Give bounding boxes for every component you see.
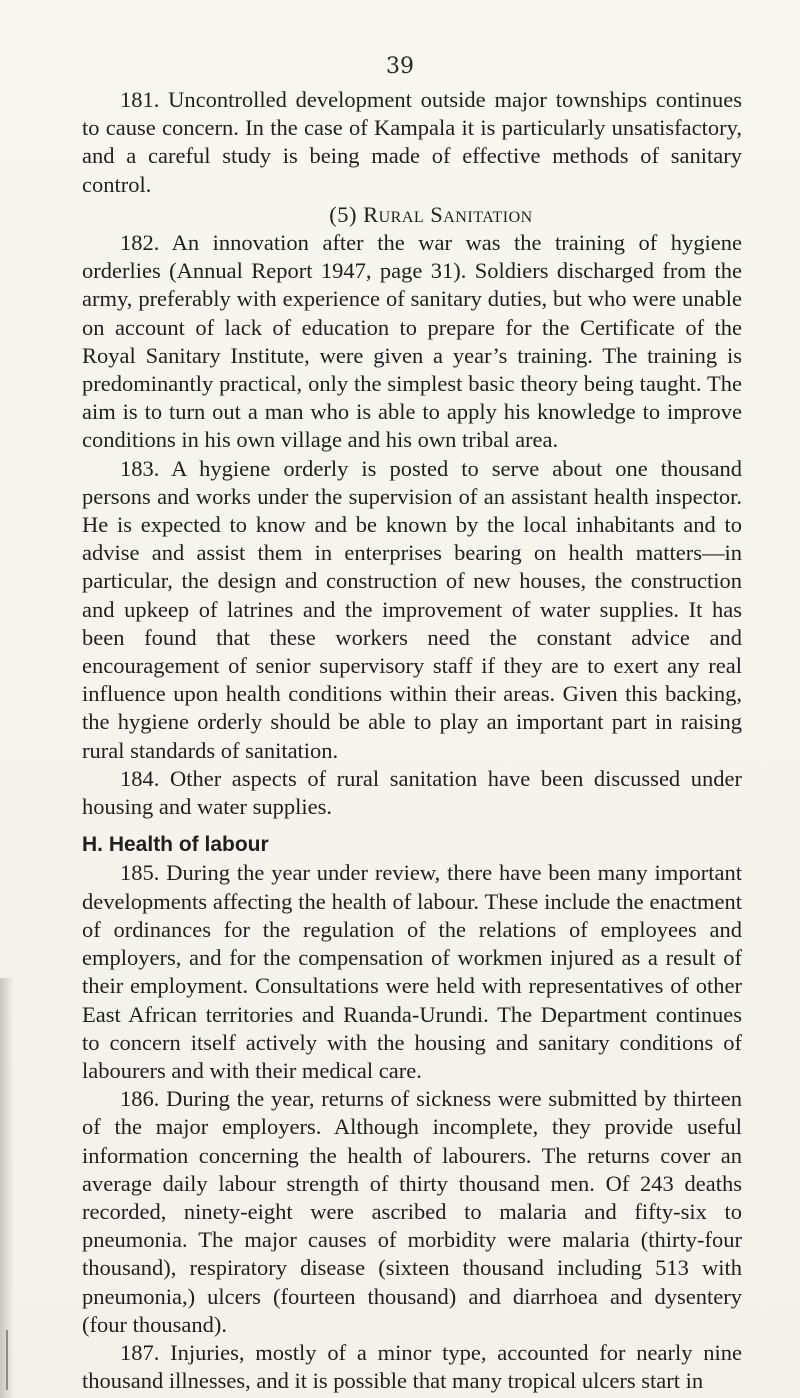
page-edge-line xyxy=(6,1330,8,1390)
page-number: 39 xyxy=(386,54,414,79)
paragraph-182: 182. An innovation after the war was the training of hygiene orderlies (Annual Report 1947, page 31). Soldiers discharged from the army, preferably with experience of sanitary duties, but who were unable on account of lack of education to prepare for the Certificate of the Royal Sanitary Institute, were given a year’s training. The training is predominantly practical, only the simplest basic theory being taught. The aim is to turn out a man who is able to apply his knowledge to improve conditions in his own village and his own tribal area. xyxy=(82,230,742,453)
paragraph-185: 185. During the year under review, there have been many important developments affecting the health of labour. These include the enactment of ordinances for the regulation of the relations of employees and employers, and for the compensation of workmen injured as a result of their employment. Consultations were held with representatives of other East African territories and Ruanda-Urundi. The Department continues to concern itself actively with the housing and sanitary conditions of labourers and with their medical care. xyxy=(82,860,742,1083)
section-heading-health-of-labour: H. Health of labour xyxy=(82,833,269,857)
paragraph-184: 184. Other aspects of rural sanitation have been discussed under housing and water supplies. xyxy=(82,765,742,820)
section-heading-rural-sanitation: (5) Rural Sanitation xyxy=(329,201,533,227)
paragraph-186: 186. During the year, returns of sickness were submitted by thirteen of the major employers. Although incomplete, they provide useful information concerning the health of labourers. The returns cover an average daily labour strength of thirty thousand men. Of 243 deaths recorded, ninety-eight were ascribed to malaria and fifty-six to pneumonia. The major causes of morbidity were malaria (thirty-four thousand), respiratory disease (sixteen thousand including 513 with pneumonia,) ulcers (fourteen thousand) and diarrhoea and dysentery (four thousand). xyxy=(82,1086,742,1337)
paragraph-187: 187. Injuries, mostly of a minor type, accounted for nearly nine thousand illnesses, and it is possible that many tropical ulcers start in xyxy=(82,1339,742,1394)
paragraph-181: 181. Uncontrolled development outside major townships continues to cause concern. In the case of Kampala it is particularly unsatisfactory, and a careful study is being made of effective methods of sanitary control. xyxy=(82,87,742,197)
paragraph-183: 183. A hygiene orderly is posted to serve about one thousand persons and works under the supervision of an assistant health inspector. He is expected to know and be known by the local inhabitants and to advise and assist them in enterprises bearing on health matters—in particular, the design and construction of new houses, the construction and upkeep of latrines and the improvement of water supplies. It has been found that these workers need the constant advice and encouragement of senior supervisory staff if they are to exert any real influence upon health conditions within their areas. Given this backing, the hygiene orderly should be able to play an important part in raising rural standards of sanitation. xyxy=(82,455,742,763)
body-text xyxy=(82,86,742,1395)
